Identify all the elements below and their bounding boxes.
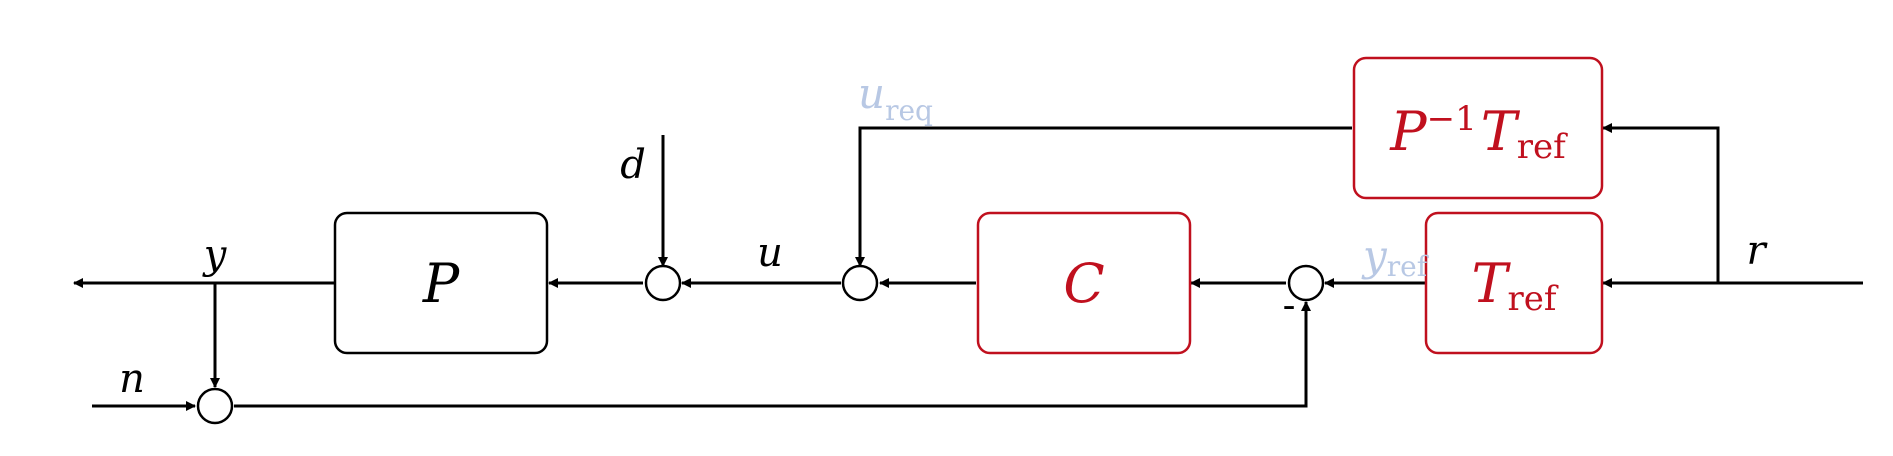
signal-d-label: d	[620, 142, 646, 188]
signal-y-label: y	[203, 232, 227, 278]
signal-yref-label: yref	[1363, 231, 1428, 283]
plant-block-label: P	[422, 252, 460, 315]
negative-feedback-sign: -	[1282, 283, 1296, 327]
signal-u-label: u	[757, 230, 783, 276]
controller-block-label: C	[1063, 252, 1105, 315]
signal-ureq-label: $u_{req}$	[858, 69, 933, 127]
noise-sum-junction	[198, 389, 232, 423]
wire-r-to-inverse	[1603, 128, 1718, 283]
reference-model-block	[1426, 213, 1602, 353]
disturbance-sum-junction	[646, 266, 680, 300]
control-sum-junction	[843, 266, 877, 300]
controller-block	[978, 213, 1190, 353]
inverse-plant-tref-label: $P^{-1}Tref$	[1390, 99, 1566, 167]
reference-model-label: Tref	[1471, 252, 1557, 319]
signal-n-label: n	[119, 356, 145, 402]
inverse-plant-tref-block	[1354, 58, 1602, 198]
signal-r-label: r	[1746, 228, 1766, 274]
plant-block	[335, 213, 547, 353]
